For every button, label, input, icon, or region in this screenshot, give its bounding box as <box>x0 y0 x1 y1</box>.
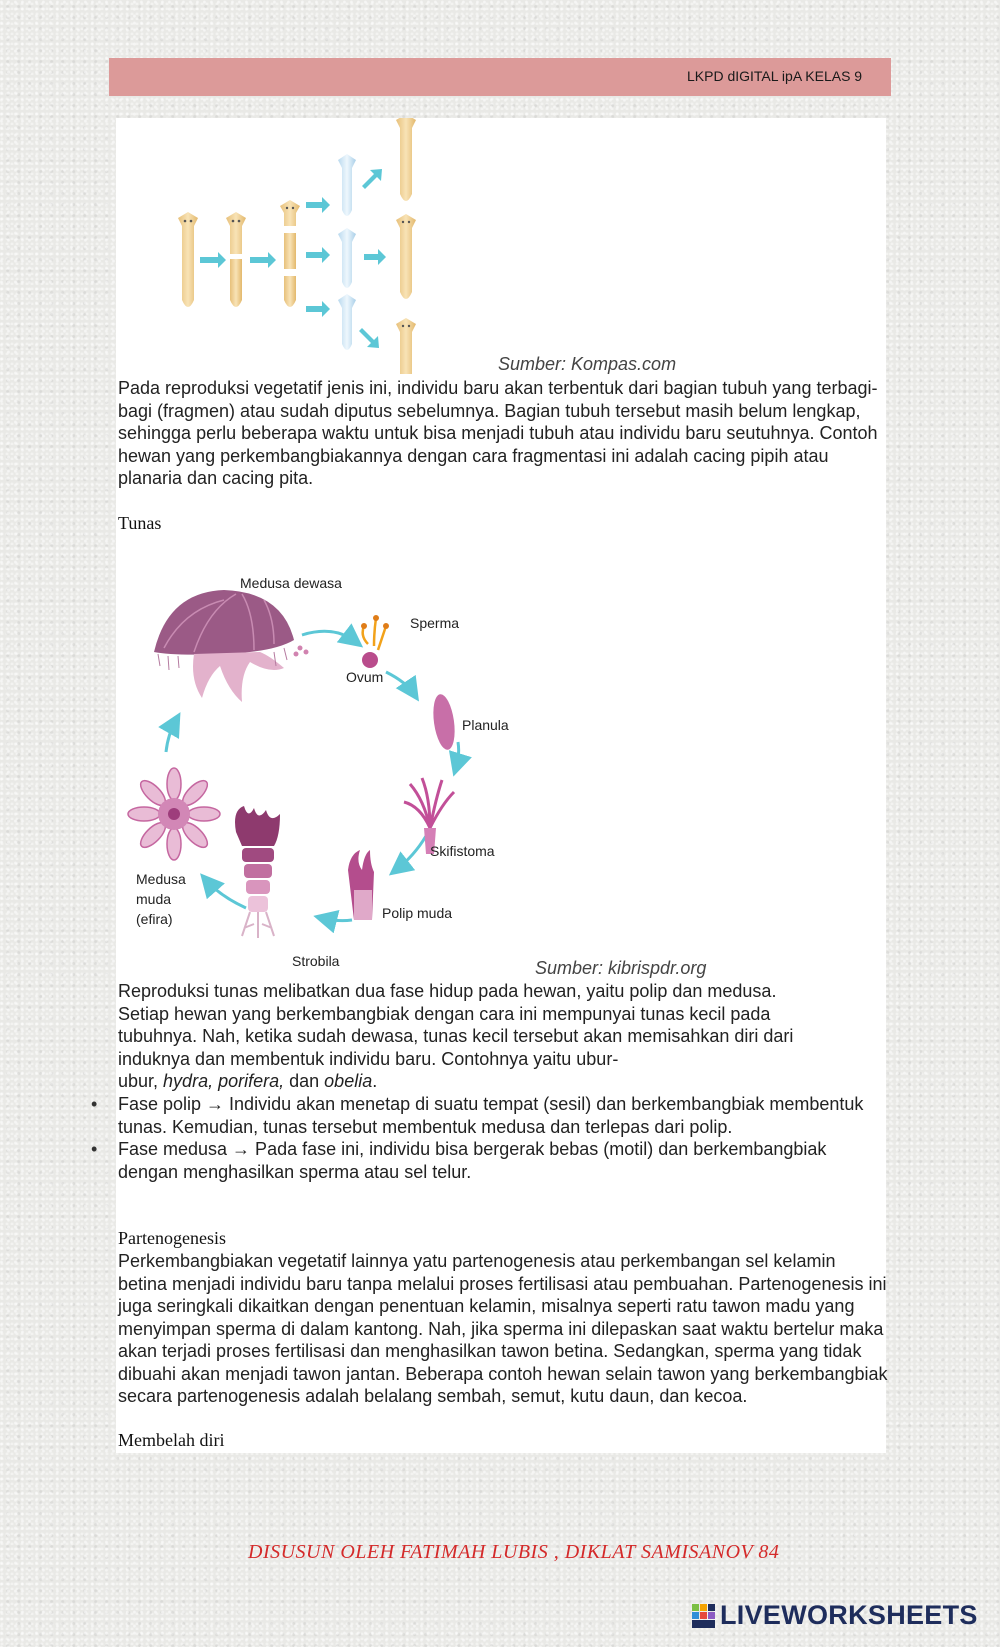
label-medusa-muda-1: Medusa <box>136 871 186 887</box>
label-skifistoma: Skifistoma <box>430 843 495 859</box>
young-polyp-illustration <box>348 850 374 920</box>
bullet-text: Fase medusa → Pada fase ini, individu bisa bergerak bebas (motil) dan berkembangbiak dengan menghasilkan sperma atau sel telur. <box>118 1139 827 1182</box>
planula-illustration <box>430 693 458 751</box>
label-strobila: Strobila <box>292 953 340 969</box>
arrow <box>306 301 330 317</box>
liveworksheets-brand-text: LIVEWORKSHEETS <box>720 1600 978 1630</box>
liveworksheets-brand[interactable] <box>692 1600 978 1631</box>
header-title: LKPD dIGITAL ipA KELAS 9 <box>687 68 863 84</box>
planaria-whole <box>178 212 198 307</box>
planaria-regenerating <box>338 154 356 350</box>
partenogenesis-paragraph: Perkembangbiakan vegetatif lainnya yatu partenogenesis atau perkembangan sel kelamin betina menjadi individu baru tanpa melalui proses fertilisasi atau pembuahan. Partenogenesis ini juga seringkali dikaitkan dengan penentuan kelamin, misalnya seperti ratu tawon madu yang menyimpan sperma di dalam kantong. Nah, jika sperma ini dilepaskan saat waktu bertelur maka akan terjadi proses fertilisasi dan menghasilkan tawon betina. Sedangkan, sperma yang tidak dibuahi akan menjadi tawon jantan. Beberapa contoh hewan selain tawon yang berkembangbiak secara partenogenesis adalah belalang sembah, semut, kutu daun, dan kecoa. <box>118 1251 888 1406</box>
tunas-line: tubuhnya. Nah, ketika sudah dewasa, tunas kecil tersebut akan memisahkan diri dari <box>118 1026 794 1046</box>
tunas-paragraph <box>118 980 888 1093</box>
section-heading-partenogenesis: Partenogenesis <box>118 1228 226 1248</box>
examples-conjunction: dan <box>284 1071 325 1091</box>
label-ovum: Ovum <box>346 669 384 685</box>
figure-caption-kompas: Sumber: Kompas.com <box>498 354 677 374</box>
example-porifera: porifera, <box>218 1071 285 1091</box>
figure-caption-kibrispdr: Sumber: kibrispdr.org <box>535 958 707 978</box>
author-credit: DISUSUN OLEH FATIMAH LUBIS , DIKLAT SAMISANOV 84 <box>248 1541 780 1563</box>
arrow <box>306 197 330 213</box>
label-sperma: Sperma <box>410 615 460 631</box>
arrow <box>359 328 379 348</box>
example-obelia: obelia <box>324 1071 373 1091</box>
examples-prefix: ubur, <box>118 1071 164 1091</box>
tunas-line: Reproduksi tunas melibatkan dua fase hidup pada hewan, yaitu polip dan medusa. <box>118 981 777 1001</box>
label-medusa-muda-2: muda <box>136 891 172 907</box>
arrow <box>362 169 382 189</box>
liveworksheets-logo-icon <box>692 1602 716 1630</box>
strobila-illustration <box>235 806 280 938</box>
tunas-line: Setiap hewan yang berkembangbiak dengan cara ini mempunyai tunas kecil pada <box>118 1003 771 1024</box>
phase-bullet-list <box>91 1093 888 1183</box>
bullet-dot-icon: • <box>91 1094 98 1114</box>
adult-medusa-illustration <box>154 590 309 702</box>
bullet-dot-icon: • <box>91 1139 98 1159</box>
bullet-fase-polip <box>91 1093 888 1138</box>
label-polip-muda: Polip muda <box>382 905 453 921</box>
arrow <box>250 252 276 268</box>
planaria-fragments <box>280 200 300 307</box>
planaria-regenerated <box>396 118 416 374</box>
arrow <box>306 247 330 263</box>
label-medusa-dewasa: Medusa dewasa <box>240 575 342 591</box>
example-hydra: hydra, <box>163 1071 219 1091</box>
examples-end: . <box>372 1071 378 1091</box>
label-planula: Planula <box>462 717 509 733</box>
fragmentasi-paragraph: Pada reproduksi vegetatif jenis ini, individu baru akan terbentuk dari bagian tubuh yang terbagi-bagi (fragmen) atau sudah diputus sebelumnya. Bagian tubuh tersebut masih belum lengkap, sehingga perlu beberapa waktu untuk bisa menjadi tubuh atau individu baru seutuhnya. Contoh hewan yang perkembangbiakannya dengan cara fragmentasi ini adalah cacing pipih atau planaria dan cacing pita. <box>118 378 878 488</box>
tunas-line: induknya dan membentuk individu baru. Contohnya yaitu ubur- <box>118 1048 619 1069</box>
bullet-text: Fase polip → Individu akan menetap di suatu tempat (sesil) dan berkembangbiak membentuk tunas. Kemudian, tunas tersebut membentuk medusa dan terlepas dari polip. <box>118 1094 864 1137</box>
label-medusa-muda-3: (efira) <box>136 911 173 927</box>
jellyfish-lifecycle-diagram <box>124 570 544 970</box>
planaria-fragmentation-illustration <box>170 118 470 374</box>
ephyra-illustration <box>128 768 220 860</box>
arrow <box>200 252 226 268</box>
header-bar <box>109 58 891 96</box>
tunas-examples-line <box>118 1070 888 1093</box>
sperm-ovum-illustration <box>361 615 389 668</box>
section-heading-membelah-diri: Membelah diri <box>118 1430 225 1450</box>
planaria-cut <box>226 212 246 307</box>
arrow <box>364 249 386 265</box>
bullet-fase-medusa <box>91 1138 888 1183</box>
section-heading-tunas: Tunas <box>118 513 162 533</box>
